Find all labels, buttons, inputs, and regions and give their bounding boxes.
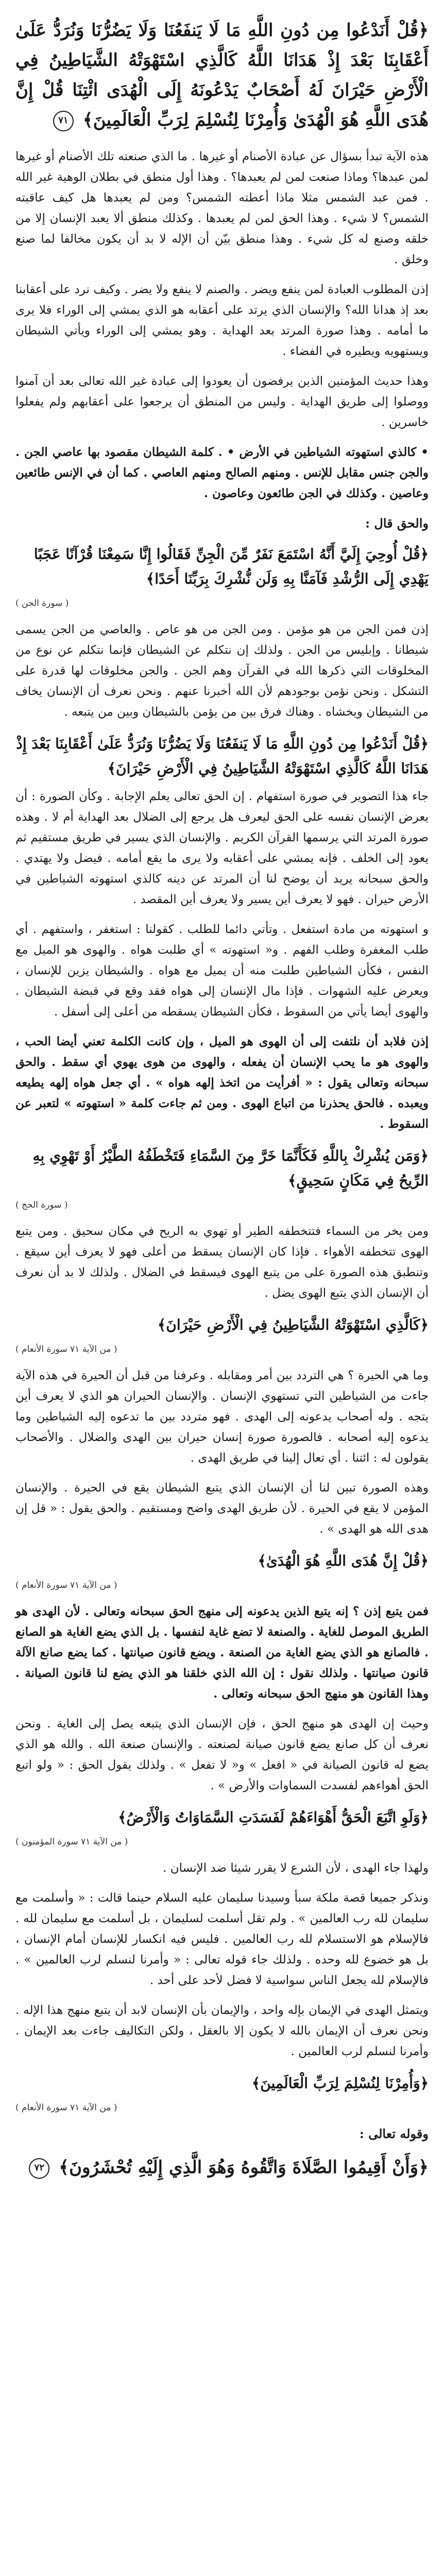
paragraph: هذه الآية تبدأ بسؤال عن عبادة الأصنام أو غيرها . ما الذي صنعته تلك الأصنام أو غيرها لمن عبدها؟ وماذا صنعت لمن لم يعبدها؟ . وهذا أول منطق في بطلان الوهية غير الله . فمن عبد الشمس مثلا ماذا أعطته الشمس؟ ومن لم يعبدها هل كيف عاقبته الشمس؟ لا شيء . وهذا الحق لمن لم يعبدها . وكذلك منطق ألا يعبد الإنسان إلا من خلقه وصنع له كل شيء . وهذا منطق بيّن أن الإله لا بد أن يكون مخالفا لما صنع وخلق . — [15, 150, 429, 266]
verse-text: ﴿قُلْ أَنَدْعُوا مِن دُونِ اللَّهِ مَا لَا يَنفَعُنَا وَلَا يَضُرُّنَا وَنُرَدُّ عَلَىٰ أَعْقَابِنَا بَعْدَ إِذْ هَدَانَا اللَّهُ كَالَّذِي اسْتَهْوَتْهُ الشَّيَاطِينُ فِي الْأَرْضِ حَيْرَانَ لَهُ أَصْحَابٌ يَدْعُونَهُ إِلَى الْهُدَى ائْتِنَا قُلْ إِنَّ هُدَى اللَّهِ هُوَ الْهُدَىٰ وَأُمِرْنَا لِنُسْلِمَ لِرَبِّ الْعَالَمِينَ﴾ — [15, 20, 429, 130]
paragraph: إذن المطلوب العبادة لمن ينفع ويضر . والصنم لا ينفع ولا يضر . وكيف نرد على أعقابنا بعد إذ هدانا الله؟ والإنسان الذي يرتد على أعقابه هو الذي يمشي إلى الوراء فلا يرى ما أمامه . وهذا صورة المرتد بعد الهداية . وهو يمشي إلى الوراء ويأتي الشيطان ويستهويه ويطيره في الفضاء . — [15, 283, 429, 358]
verse-text: ﴿وَأَنْ أَقِيمُوا الصَّلَاةَ وَاتَّقُوهُ وَهُوَ الَّذِي إِلَيْهِ تُحْشَرُونَ﴾ — [59, 2157, 429, 2178]
quran-verse-muminun: ﴿وَلَوِ اتَّبَعَ الْحَقُّ أَهْوَاءَهُمْ لَفَسَدَتِ السَّمَاوَاتُ وَالْأَرْضُ﴾ — [118, 1809, 429, 1826]
quran-verse-repeat: ﴿قُلْ أَنَدْعُوا مِن دُونِ اللَّهِ مَا لَا يَنفَعُنَا وَلَا يَضُرُّنَا وَنُرَدُّ عَلَىٰ أَعْقَابِنَا بَعْدَ إِذْ هَدَانَا اللَّهُ كَالَّذِي اسْتَهْوَتْهُ الشَّيَاطِينُ فِي الْأَرْضِ حَيْرَانَ﴾ — [16, 735, 429, 777]
paragraph: ولهذا جاء الهدى ، لأن الشرع لا يقرر شيئا ضد الإنسان . — [163, 1861, 429, 1875]
paragraph: وهذه الصورة تبين لنا أن الإنسان الذي يتبع الشيطان يقع في الحيرة . والإنسان المؤمن لا يقع في الحيرة . لأن طريق الهدى واضح ومستقيم . والحق يقول : « قل إن هدى الله هو الهدى » . — [15, 1481, 429, 1536]
paragraph-intro: وقوله تعالى : — [359, 2126, 429, 2141]
quran-verse-top — [15, 15, 429, 135]
paragraph-intro: والحق قال : — [365, 516, 429, 531]
verse-number-marker: ٧١ — [53, 111, 74, 131]
paragraph: وحيث إن الهدى هو منهج الحق ، فإن الإنسان الذي يتبعه يصل إلى الغاية . ونحن نعرف أن كل صانع يضع قانون صيانة لصنعته . والإنسان صنعة الله . والله هو الذي يضع له قانون الصيانة في « افعل » و« لا تفعل » . ولذلك يقول الحق : « ولو اتبع الحق أهواءهم لفسدت السماوات والأرض » . — [15, 1717, 429, 1792]
paragraph: وما هي الحيرة ؟ هي التردد بين أمر ومقابله . وعرفنا من قبل أن الحيرة في هذه الآية جاءت من الشياطين التي تستهوي الإنسان . والإنسان الحيران هو الذي لا يعرف أين يتجه . وله أصحاب يدعونه إلى الهدى . فهو متردد بين ما تدعوه إليه الشياطين وما يدعوه إليه أصحابه . فالصورة صورة إنسان حيران بين الهدى والضلال . والأصحاب يقولون له : ائتنا . أي تعال إلينا في طريق الهدى . — [15, 1369, 429, 1465]
verse-number-marker: ٧٢ — [29, 2158, 49, 2179]
paragraph: إذن فمن الجن من هو مؤمن . ومن الجن من هو عاص . والعاصي من الجن يسمى شيطانا . وإبليس من الجن . ولذلك إن نتكلم عن الشيطان فإنما نتكلم عن نوع من المخلوقات التي ذكرها الله في القرآن وهم الجن . والجن مخلوقات لها قدرة على التشكل . ونحن نؤمن بوجودهم لأن الله أخبرنا عنهم . ونحن نعرف أن الإنسان يخاف من الشيطان ويخشاه . وهناك فرق بين من يؤمن بالشيطان وبين من يتبعه . — [15, 623, 429, 719]
verse-reference: ( من الآية ٧١ سورة الأنعام ) — [15, 1580, 117, 1590]
verse-reference: ( من الآية ٧١ سورة الأنعام ) — [15, 1344, 117, 1354]
paragraph: ومن يخر من السماء فتتخطفه الطير أو تهوي به الريح في مكان سحيق . ومن يتبع الهوى تتخطفه الأهواء . فإذا كان الإنسان يسقط من أعلى فهو لا يعرف أين سيقع . وتنطبق هذه الصورة على من يتبع الهوى فيسقط في الضلال . ولذلك لا بد أن نعرف أن الإنسان الذي يتبع الهوى يضل . — [15, 1225, 429, 1300]
paragraph: • كالذي استهوته الشياطين في الأرض • . كلمة الشيطان مقصود بها عاصي الجن . والجن جنس مقابل للإنس . ومنهم الصالح ومنهم العاصي . كما أن في الإنس طائعين وعاصين . وكذلك في الجن طائعون وعاصون . — [15, 445, 429, 500]
quran-verse-bottom — [15, 2153, 429, 2182]
quran-verse-jinn: ﴿قُلْ أُوحِيَ إِلَيَّ أَنَّهُ اسْتَمَعَ نَفَرٌ مِّنَ الْجِنِّ فَقَالُوا إِنَّا سَمِعْنَا قُرْآنًا عَجَبًا يَهْدِي إِلَى الرُّشْدِ فَآمَنَّا بِهِ وَلَن نُّشْرِكَ بِرَبِّنَا أَحَدًا﴾ — [33, 546, 429, 587]
verse-reference: ( من الآية ٧١ سورة المؤمنون ) — [15, 1837, 128, 1847]
verse-reference: ( سورة الجن ) — [15, 598, 69, 608]
paragraph: و استهوته من مادة استفعل . وتأتي دائما للطلب . كقولنا : استغفر ، واستفهم . أي طلب المغفرة وطلب الفهم . و« استهوته » أي طلبت هواه . والهوى هو الميل مع النفس ، فكأن الشياطين طلبت منه أن يميل مع هواه . والشيطان يزين للإنسان ، ويعرض عليه الشهوات . فإذا مال الإنسان إلى هواه فقد وقع في قبضة الشيطان . والهوى أيضا يأتي من السقوط ، فكأن الشيطان يسقطه من أعلى إلى أسفل . — [15, 923, 429, 1019]
paragraph: ونذكر جميعا قصة ملكة سبأ وسيدنا سليمان عليه السلام حينما قالت : « وأسلمت مع سليمان لله رب العالمين » . ولم تقل أسلمت لسليمان ، بل أسلمت مع سليمان لله . فالإسلام هو الاستسلام لله رب العالمين . فليس فيه انكسار للإنسان أمام الإنسان ، بل هو خضوع لله وحده . ولذلك جاء قوله تعالى : « وأمرنا لنسلم لرب العالمين » . فالإسلام لله يجعل الناس سواسية لا فضل لأحد على أحد . — [15, 1891, 429, 1987]
paragraph: إذن فلابد أن نلتفت إلى أن الهوى هو الميل ، وإن كانت الكلمة تعني أيضا الحب ، والهوى هو ما يحب الإنسان أن يفعله ، والهوى من هوى يهوي أي سقط . والحق سبحانه وتعالى يقول : « أفرأيت من اتخذ إلهه هواه » . أي جعل هواه إلهه يطيعه ويعبده . فالحق يحذرنا من اتباع الهوى . ومن ثم جاءت كلمة « استهوته » لتعبر عن السقوط . — [15, 1035, 429, 1131]
paragraph: ويتمثل الهدى في الإيمان بإله واحد ، والإيمان بأن الإنسان لابد أن يتبع منهج هذا الإله . ونحن نعرف أن الإيمان بالله لا يكون إلا بالعقل ، ولكن التكاليف جاءت بعد الإيمان . وأمرنا لنسلم لرب العالمين . — [15, 2004, 429, 2058]
paragraph: جاء هذا التصوير في صورة استفهام . إن الحق تعالى يعلم الإجابة . وكأن الصورة : أن يعرض الإنسان نفسه على الحق ليعرف هل يرجع إلى الضلال بعد الهداية أم لا . وهذه صورة المرتد التي يرسمها القرآن الكريم . والإنسان الذي يسير في طريق مستقيم ثم يعود إلى الخلف . فإنه يمشي على أعقابه ولا يرى ما يقع أمامه . فيضل ولا يهتدي . والحق سبحانه يريد أن يوضح لنا أن المرتد عن دينه كالذي استهوته الشياطين في الأرض حيران . فهو لا يعرف أين يسير ولا يعرف أين المقصد . — [15, 790, 429, 906]
quran-verse-hajj: ﴿وَمَن يُشْرِكْ بِاللَّهِ فَكَأَنَّمَا خَرَّ مِنَ السَّمَاءِ فَتَخْطَفُهُ الطَّيْرُ أَوْ تَهْوِي بِهِ الرِّيحُ فِي مَكَانٍ سَحِيقٍ﴾ — [32, 1147, 429, 1189]
verse-reference: ( من الآية ٧١ سورة الأنعام ) — [15, 2103, 117, 2113]
paragraph: فمن يتبع إذن ؟ إنه يتبع الذين يدعونه إلى منهج الحق سبحانه وتعالى . لأن الهدى هو الطريق الموصل للغاية . والصنعة لا تضع غاية لنفسها . بل الذي يضع الغاية هو الصانع . فالصانع هو الذي يضع الغاية من الصنعة . ويضع قانون صيانتها . كما يضع صانع الآلة قانون صيانتها . ولذلك نقول : إن الله الذي خلقنا هو الذي يضع لنا قانون الصيانة . وهذا القانون هو منهج الحق سبحانه وتعالى . — [15, 1604, 429, 1701]
paragraph: وهذا حديث المؤمنين الذين يرفضون أن يعودوا إلى عبادة غير الله تعالى بعد أن آمنوا ووصلوا إلى طريق الهداية . وليس من المنطق أن يرجعوا على أعقابهم ولم يفعلوا خاسرين . — [15, 375, 429, 429]
quran-verse-inline: ﴿قُلْ إِنَّ هُدَى اللَّهِ هُوَ الْهُدَىٰ﴾ — [258, 1552, 429, 1569]
quran-verse-inline: ﴿كَالَّذِي اسْتَهْوَتْهُ الشَّيَاطِينُ فِي الْأَرْضِ حَيْرَانَ﴾ — [157, 1316, 429, 1333]
verse-reference: ( سورة الحج ) — [15, 1200, 68, 1210]
quran-verse-inline: ﴿وَأُمِرْنَا لِنُسْلِمَ لِرَبِّ الْعَالَمِينَ﴾ — [251, 2075, 429, 2092]
